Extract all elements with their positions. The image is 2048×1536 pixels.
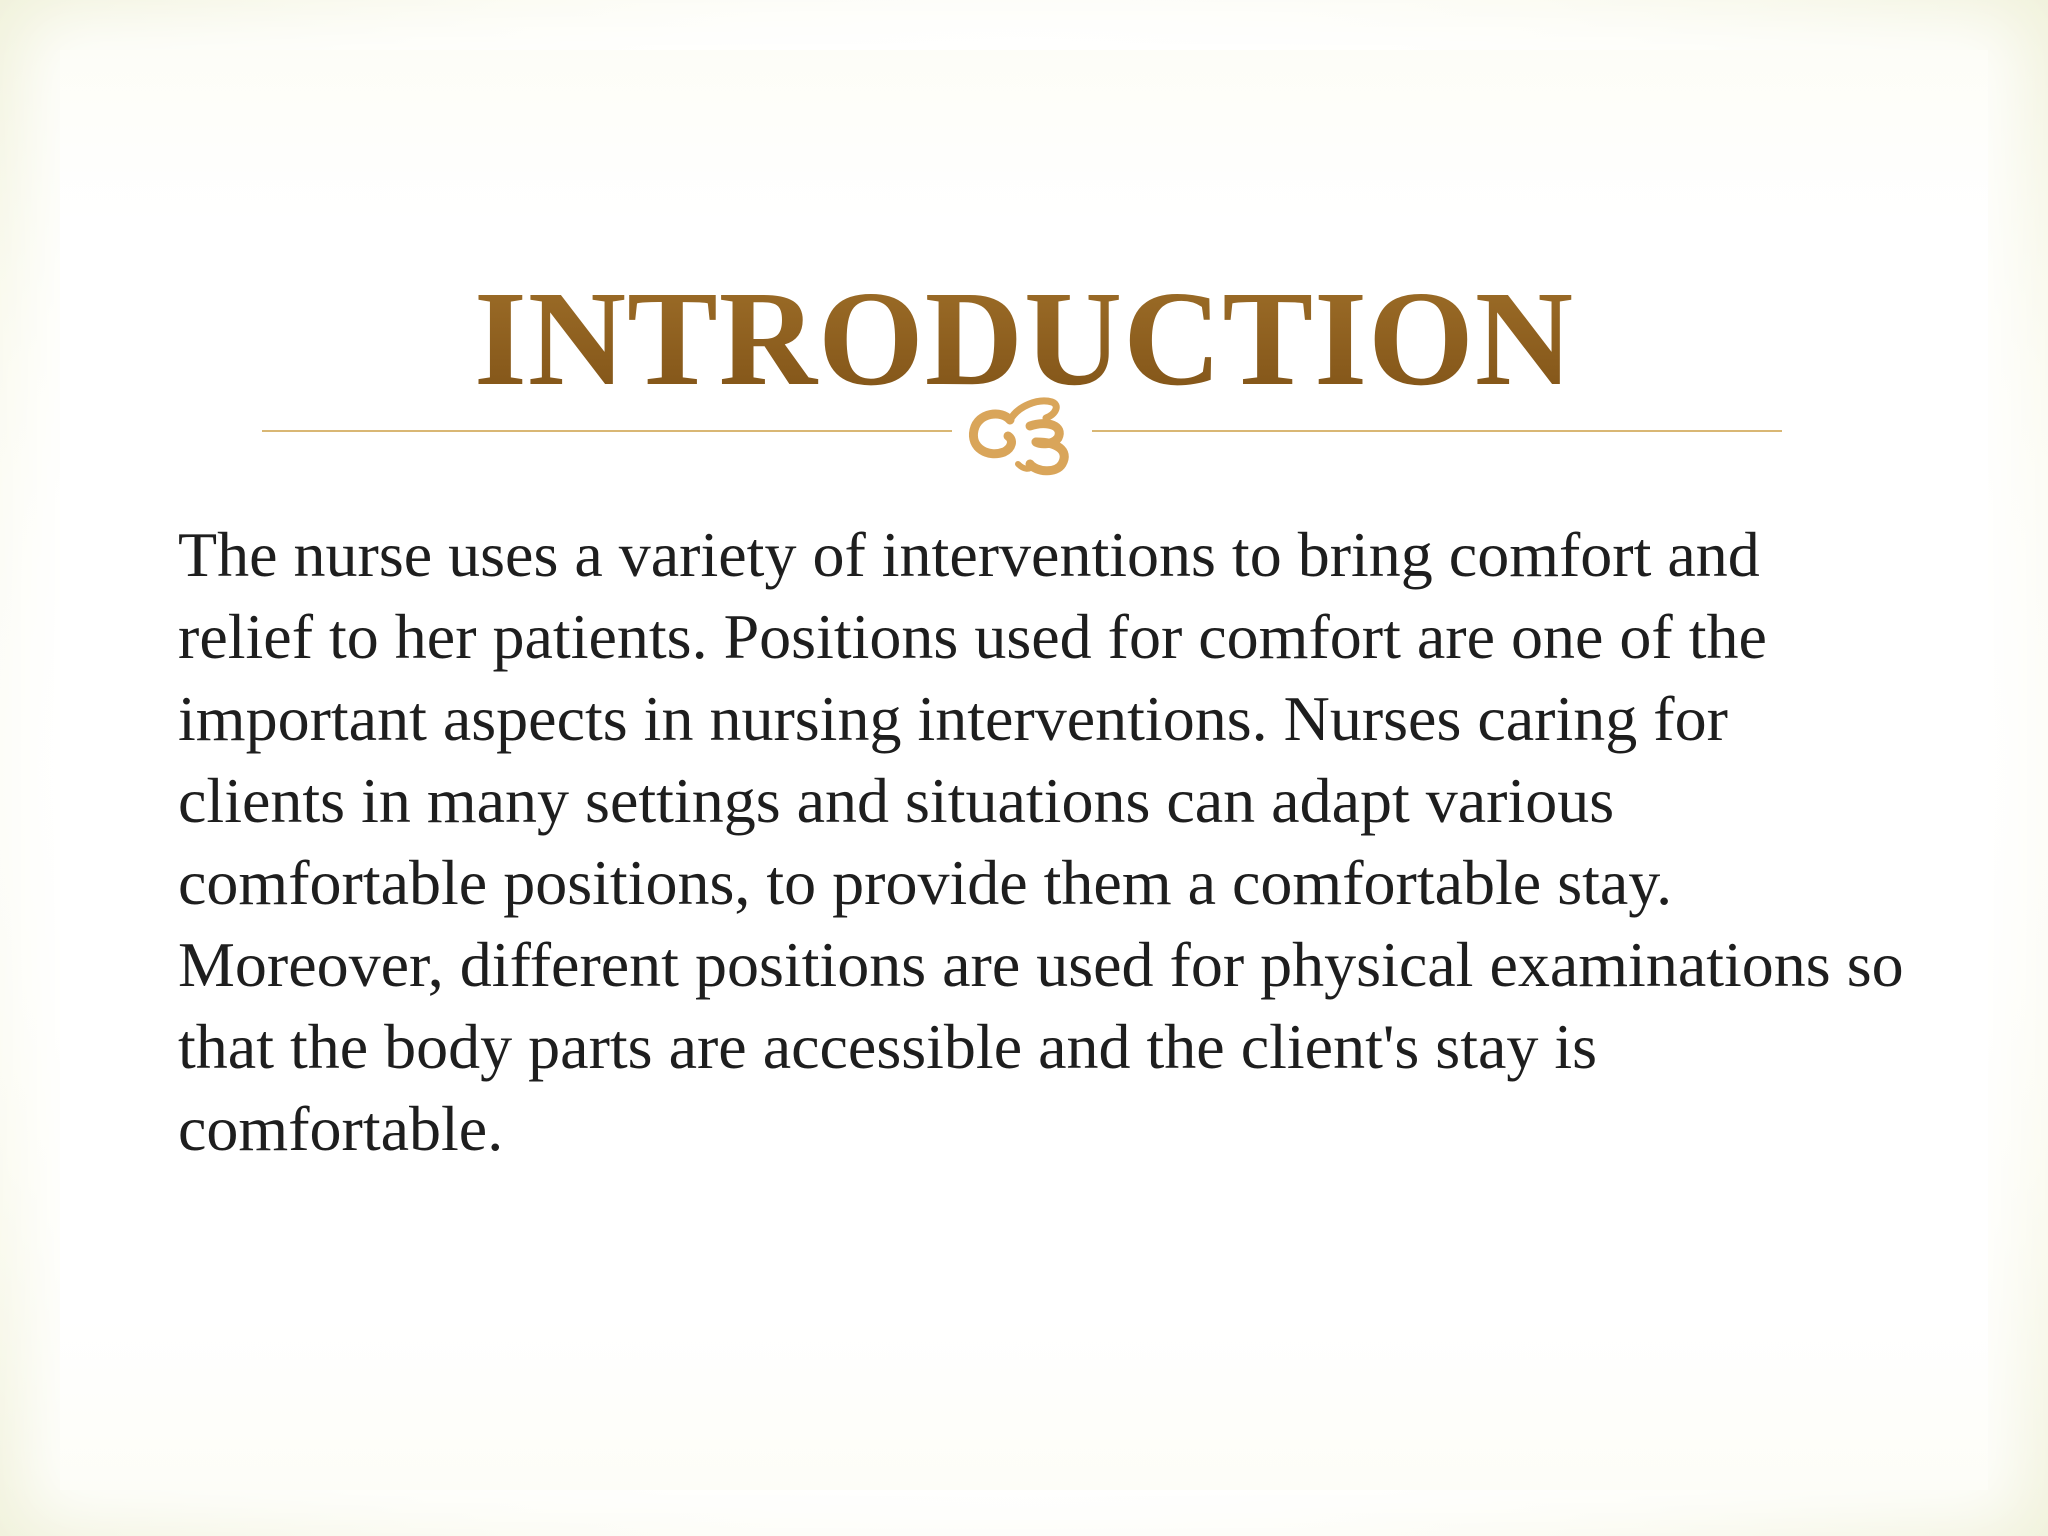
divider-line-left [262, 430, 952, 432]
divider-line-right [1092, 430, 1782, 432]
slide-body-text: The nurse uses a variety of interventions to bring comfort and relief to her patients. Positions used for comfort are one of the important aspects in nursing interventions. Nurses caring for clients in many settings and situations can adapt various comfortable positions, to provide them a comfortable stay. Moreover, different positions are used for physical examinations so that the body parts are accessible and the client's stay is comfortable. [178, 519, 1904, 1164]
ornamental-flourish-icon [952, 380, 1092, 480]
slide-title: INTRODUCTION [0, 259, 2048, 419]
title-divider [262, 380, 1782, 480]
